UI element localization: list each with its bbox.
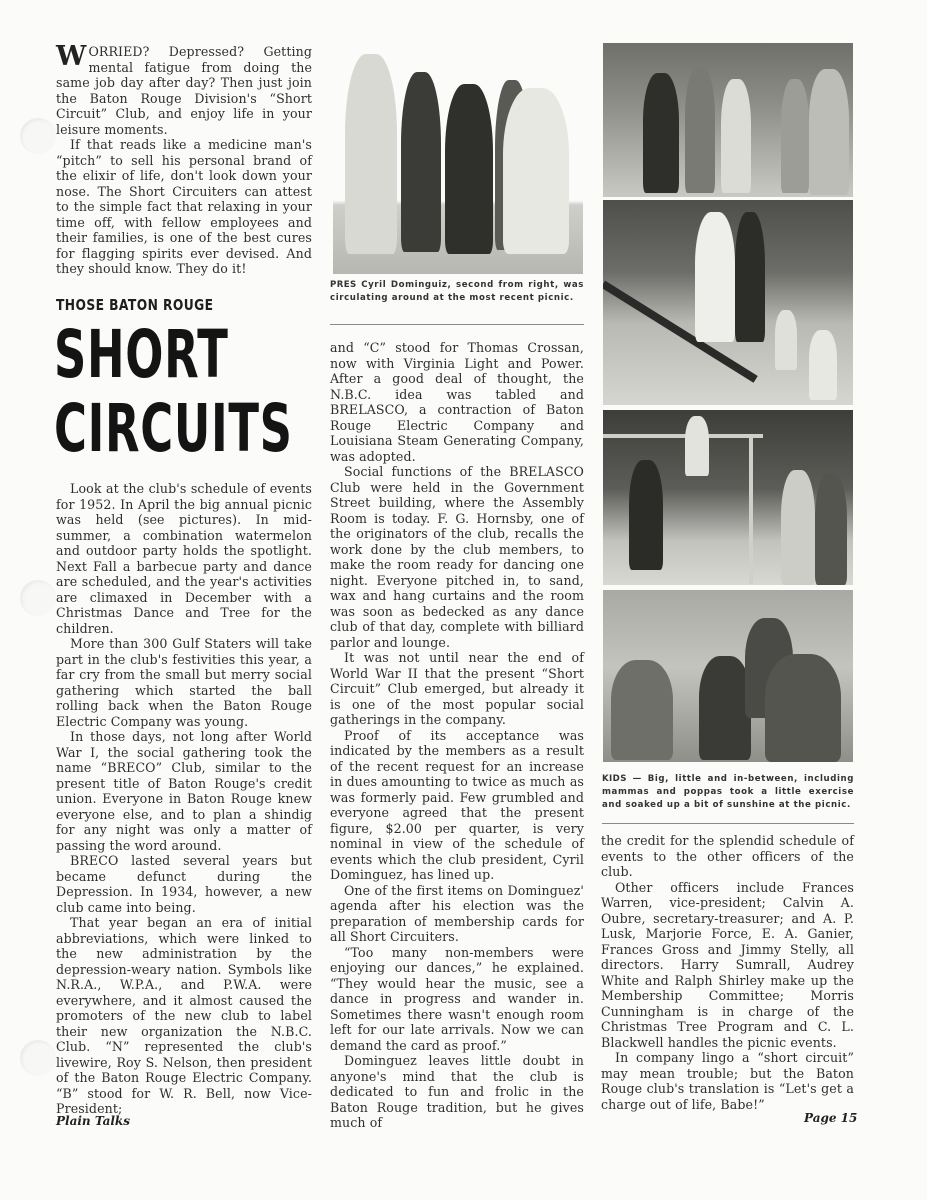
column-2-paragraph: Proof of its acceptance was indicated by the members as a result of the recent request for an increase in dues amounting to twice as much as was formerly paid. Few grumbled and everyone agreed that the present figure, $2.00 per quarter, is very nominal in view of the schedule of events which the club president, Cyril Dominguez, has lined up. <box>330 727 584 882</box>
column-1-paragraph: Look at the club's schedule of events for 1952. In April the big annual picnic was held (see pictures). In mid-summer, a combination watermelon and outdoor party holds the spotlight. Next Fall a barbecue party and dance are scheduled, and the year's activities are climaxed in December with a Christmas Dance and Tree for the children. <box>56 481 312 636</box>
figure-man-left <box>345 54 397 254</box>
column-2-paragraph: One of the first items on Dominguez' agenda after his election was the preparation of membership cards for all Short Circuiters. <box>330 882 584 944</box>
photo-crowd-standing <box>603 43 853 197</box>
figure <box>699 656 751 760</box>
footer-publication: Plain Talks <box>56 1114 131 1128</box>
figure <box>685 67 715 193</box>
intro-paragraph-2: If that reads like a medicine man's “pitch” to sell his personal brand of the elixir of life, don't look down your nose. The Short Circuiters can attest to the simple fact that relaxing in your time off, with fellow employees and their families, is one of the best cures for flagging spirits ever devised. And they should know. They do it! <box>56 137 312 276</box>
column-3-paragraph: Other officers include Frances Warren, vice-president; Calvin A. Oubre, secretary-treasurer; and A. P. Lusk, Marjorie Force, E. A. Ganier, Frances Gross and Jimmy Stelly, all directors. Harry Sumrall, Audrey White and Ralph Shirley make up the Membership Committee; Morris Cunningham is in charge of the Christmas Tree Program and C. L. Blackwell handles the picnic events. <box>601 879 854 1050</box>
figure <box>611 660 673 760</box>
column-2-paragraph: It was not until near the end of World War II that the present “Short Circuit” Club emerged, but already it is one of the most popular social gatherings in the company. <box>330 650 584 727</box>
column-2-paragraph: and “C” stood for Thomas Crossan, now with Virginia Light and Power. After a good deal of thought, the N.B.C. idea was tabled and BRELASCO, a contraction of Baton Rouge Electric Company and Louisiana Steam Generating Company, was adopted. <box>330 340 584 464</box>
photo-group-of-five <box>333 44 583 274</box>
column-1-paragraph: BRECO lasted several years but became defunct during the Depression. In 1934, however, a new club came into being. <box>56 853 312 915</box>
divider-column-2 <box>330 324 584 325</box>
figure <box>643 73 679 193</box>
figure <box>765 654 841 762</box>
caption-kids <box>602 773 854 812</box>
figure <box>781 79 809 193</box>
figure-woman-2 <box>401 72 441 252</box>
figure <box>775 310 797 370</box>
dropcap: W <box>56 41 87 72</box>
column-3-paragraph: In company lingo a “short circuit” may mean trouble; but the Baton Rouge club's translation is “Let's get a charge out of life, Babe!” <box>601 1050 854 1112</box>
figure <box>629 460 663 570</box>
column-3-paragraph: the credit for the splendid schedule of events to the other officers of the club. <box>601 833 854 879</box>
caption-kids-text: Big, little and in-between, including mammas and poppas took a little exercise and soaked up a bit of sunshine at the picnic. <box>602 774 854 810</box>
binder-hole-bottom <box>20 1040 56 1076</box>
caption-pres <box>330 279 584 305</box>
headline-line-1: SHORT <box>54 316 229 393</box>
caption-pres-lead: PRES <box>330 280 357 290</box>
headline-line-2: CIRCUITS <box>54 390 293 467</box>
footer-page-number: Page 15 <box>804 1111 858 1125</box>
figure <box>815 474 847 585</box>
column-1-paragraph: In those days, not long after World War I, the social gathering took the name “BRECO” Club, similar to the present title of Baton Rouge's credit union. Everyone in Baton Rouge knew everyone else, and to plan a shindig for any night was only a matter of passing the word around. <box>56 729 312 853</box>
column-2-paragraph: Social functions of the BRELASCO Club were held in the Government Street building, where the Assembly Room is today. F. G. Hornsby, one of the originators of the club, recalls the work done by the club members, to make the room ready for dancing one night. Everyone pitched in, to sand, wax and hang curtains and the room was soon as bedecked as any dance club of that day, complete with billiard parlor and lounge. <box>330 464 584 650</box>
column-1 <box>56 481 312 1117</box>
figure <box>735 212 765 342</box>
swing-bar <box>603 434 763 438</box>
intro-text <box>56 41 312 277</box>
swing-post <box>749 434 753 584</box>
column-2-paragraph: “Too many non-members were enjoying our dances,” he explained. “They would hear the music, see a dance in progress and wander in. Sometimes there wasn't enough room left for our late arrivals. Now we can demand the card as proof.” <box>330 944 584 1053</box>
photo-seated-group <box>603 590 853 762</box>
column-2-paragraph: Dominguez leaves little doubt in anyone's mind that the club is dedicated to fun and frolic in the Baton Rouge tradition, but he gives much of <box>330 1053 584 1130</box>
figure <box>809 69 849 195</box>
figure <box>685 416 709 476</box>
divider-column-3 <box>602 823 854 824</box>
figure <box>781 470 815 585</box>
intro-paragraph-1: ORRIED? Depressed? Getting mental fatigue from doing the same job day after day? Then just join the Baton Rouge Division's “Short Circuit” Club, and enjoy life in your leisure moments. <box>56 44 312 137</box>
kicker: THOSE BATON ROUGE <box>56 296 214 314</box>
photo-swings <box>603 410 853 585</box>
column-2 <box>330 340 584 1131</box>
binder-hole-middle <box>20 580 56 616</box>
figure <box>721 79 751 193</box>
caption-pres-text: Cyril Dominguiz, second from right, was circulating around at the most recent picnic. <box>330 280 584 303</box>
binder-hole-top <box>20 118 56 154</box>
photo-slide <box>603 200 853 405</box>
caption-kids-lead: KIDS — <box>602 774 642 784</box>
figure-woman-3 <box>445 84 493 254</box>
figure <box>809 330 837 400</box>
figure <box>695 212 735 342</box>
figure-woman-5 <box>503 88 569 254</box>
column-3 <box>601 833 854 1112</box>
column-1-paragraph: That year began an era of initial abbreviations, which were linked to the new administration by the depression-weary nation. Symbols like N.R.A., W.P.A., and P.W.A. were everywhere, and it almost caused the promoters of the new club to label their new organization the N.B.C. Club. “N” represented the club's livewire, Roy S. Nelson, then president of the Baton Rouge Electric Company. “B” stood for W. R. Bell, now Vice-President; <box>56 915 312 1116</box>
column-1-paragraph: More than 300 Gulf Staters will take part in the club's festivities this year, a far cry from the small but merry social gathering which started the ball rolling back when the Baton Rouge Electric Company was young. <box>56 636 312 729</box>
